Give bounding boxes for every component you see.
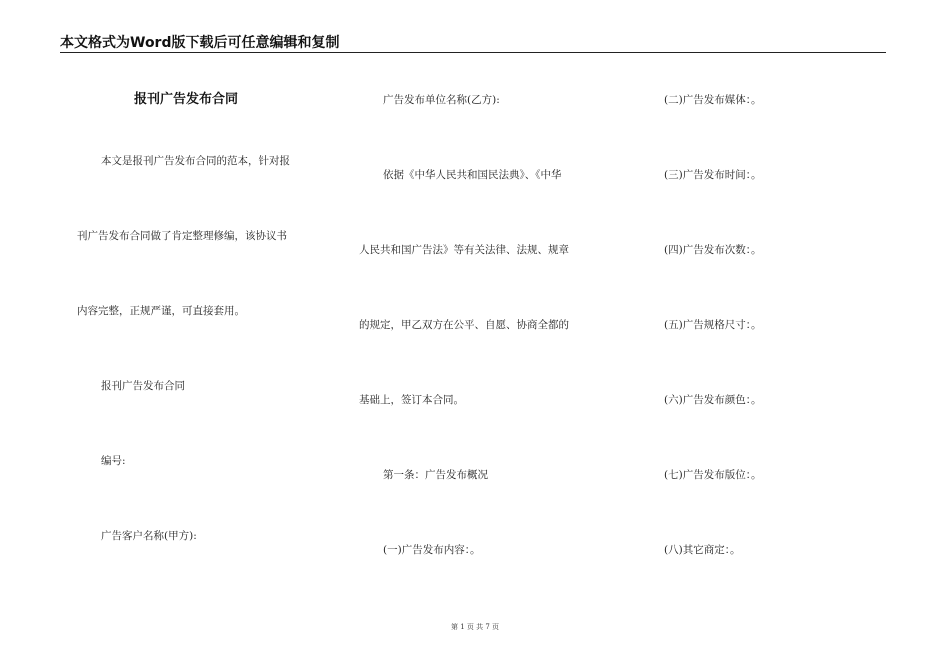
paragraph-line: (六)广告发布颜色：。	[664, 394, 762, 406]
paragraph-line: 广告发布单位名称(乙方):	[383, 94, 500, 106]
paragraph-line: 编号:	[101, 455, 126, 467]
paragraph-line: 本文是报刊广告发布合同的范本，针对报	[101, 155, 290, 167]
paragraph-line: 广告客户名称(甲方):	[101, 530, 197, 542]
page-number: 第 1 页 共 7 页	[450, 623, 500, 631]
paragraph-line: 人民共和国广告法》等有关法律、法规、规章	[359, 244, 569, 256]
document-title: 报刊广告发布合同	[134, 92, 239, 107]
page-header	[60, 34, 886, 53]
paragraph-line: (三)广告发布时间：。	[664, 169, 762, 181]
paragraph-line: (七)广告发布版位：。	[664, 469, 762, 481]
paragraph-line: 基础上，签订本合同。	[359, 394, 464, 406]
paragraph-line: 依据《中华人民共和国民法典》、《中华	[383, 169, 562, 181]
paragraph-line: (八)其它商定：。	[664, 544, 741, 556]
paragraph-line: (二)广告发布媒体：。	[664, 94, 762, 106]
paragraph-line: 报刊广告发布合同	[101, 380, 185, 392]
paragraph-line: (四)广告发布次数：。	[664, 244, 762, 256]
paragraph-line: (五)广告规格尺寸：。	[664, 319, 762, 331]
paragraph-line: (一)广告发布内容：。	[383, 544, 481, 556]
paragraph-line: 内容完整，正规严谨，可直接套用。	[77, 305, 245, 317]
paragraph-line: 第一条：广告发布概况	[383, 469, 488, 481]
header-text: 本文格式为Word版下载后可任意编辑和复制	[60, 35, 340, 51]
paragraph-line: 刊广告发布合同做了肯定整理修编，该协议书	[77, 230, 287, 242]
paragraph-line: 的规定，甲乙双方在公平、自愿、协商全都的	[359, 319, 569, 331]
